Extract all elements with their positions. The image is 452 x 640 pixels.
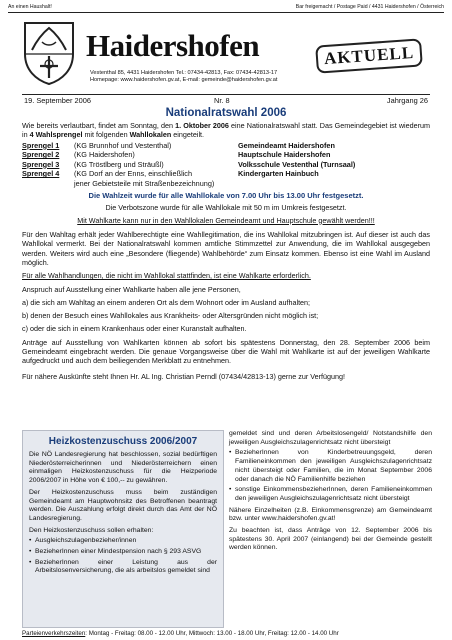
top-left-note: An einen Haushalt! (8, 4, 52, 10)
application-paragraph: Anträge auf Ausstellung von Wahlkarten können ab sofort bis spätestens Donnerstag, den 28. September 2006 beim Gemeindeamt eingebracht werden. Die genaue Vorgangsweise über die Wahl mit Wahlkarte ist auf der jeweiligen Wahlkarte aufgedruckt und auch dem beiliegenden Merkblatt zu entnehmen. (22, 337, 430, 366)
voting-time: Die Wahlzeit wurde für alle Wahllokale von 7.00 Uhr bis 13.00 Uhr festgesetzt. (88, 190, 364, 200)
district-location: Volksschule Vestenthal (Turnsaal) (238, 159, 356, 169)
list-item: • sonstige EinkommensbezieherInnen, deren Familieneinkommen den jeweiligen Ausgleichszulagenrichtsatz nicht übersteigt (229, 486, 432, 502)
election-intro (22, 121, 430, 140)
district-area-continued: jener Gebietsteile mit Straßenbezeichnung) (74, 178, 215, 188)
contact-paragraph: Für nähere Auskünfte steht Ihnen Hr. AL Ing. Christian Perndl (07434/42813-13) gerne zur Verfügung! (22, 371, 345, 381)
card-location-note: Mit Wahlkarte kann nur in den Wahllokalen Gemeindeamt und Hauptschule gewählt werden!!! (77, 215, 375, 225)
district-location: Kindergarten Hainbuch (238, 169, 319, 179)
election-date: 1. Oktober 2006 (175, 121, 229, 130)
contact-line: Homepage: www.haidershofen.gv.at, E-mail: gemeinde@haidershofen.gv.at (90, 77, 278, 83)
election-paragraph-1: Für den Wahltag erhält jeder Wahlberechtigte eine Wahllegitimation, die ins Wahllokal mitzubringen ist. Auf dieser ist auch das Wahllokal vermerkt. Bei der Nationalratswahl kommen amtliche Stimmzettel zur Anwendung, die im Wahllokal ausgegeben werden. Weiters wird auch eine „Besondere (fliegende) Wahlbehörde“ zum Einsatz kommen. Ebenso ist eine Wahl im Ausland möglich. (22, 230, 430, 267)
intro-locations: Wahllokalen (129, 130, 172, 140)
issue-date: 19. September 2006 (24, 96, 91, 105)
intro-text-2: eine Nationalratswahl statt. (228, 121, 318, 130)
heating-title: Heizkostenzuschuss 2006/2007 (48, 436, 198, 447)
intro-text-4: mit folgenden (82, 130, 130, 140)
district-area: (KG Brunnhof und Vestenthal) (74, 140, 172, 150)
district-name: Sprengel 4 (22, 169, 60, 179)
issue-bar (22, 96, 430, 106)
entitlement-b: b) denen der Besuch eines Wahllokales aus Krankheits- oder Altersgründen nicht möglich ist; (22, 311, 319, 321)
election-paragraph-3: Anspruch auf Ausstellung einer Wahlkarte haben alle jene Personen, (22, 284, 241, 294)
district-name: Sprengel 2 (22, 150, 60, 160)
list-item: • BezieherInnen einer Mindestpension nach § 293 ASVG (29, 548, 202, 556)
address-line: Vestenthal 85, 4431 Haidershofen Tel.: 07434-42813, Fax: 07434-42813-17 (90, 70, 278, 76)
district-area: (KG Tröstlberg und Sträußl) (74, 159, 164, 169)
district-table (22, 141, 430, 197)
office-hours-footer (22, 630, 444, 638)
office-hours-label: Parteienverkehrszeiten (22, 630, 86, 637)
list-item: • Ausgleichszulagenbezieher/innen (29, 537, 137, 545)
list-item: • BezieherInnen einer Leistung aus der Arbeitslosenversicherung, die als arbeitslos gemeldet sind (29, 558, 217, 575)
issue-number: Nr. 8 (214, 96, 230, 105)
ban-zone: Die Verbotszone wurde für alle Wahllokale mit 50 m im Umkreis festgesetzt. (105, 203, 347, 213)
office-hours-text: : Montag - Freitag: 08.00 - 12.00 Uhr, Mittwoch: 13.00 - 18.00 Uhr, Freitag: 12.00 - 14.00 Uhr (85, 630, 339, 637)
district-area: (KG Dorf an der Enns, einschließlich (74, 169, 193, 179)
heating-paragraph-3: Den Heizkostenzuschuss sollen erhalten: (29, 526, 154, 534)
aktuell-stamp: AKTUELL (315, 38, 423, 73)
coat-of-arms-logo (22, 20, 76, 86)
district-location: Gemeindeamt Haidershofen (238, 140, 335, 150)
election-paragraph-2: Für alle Wahlhandlungen, die nicht im Wahllokal stattfinden, ist eine Wahlkarte erforderlich. (22, 271, 311, 281)
heating-box (22, 430, 224, 628)
masthead-title: Haidershofen (86, 28, 260, 63)
postage-note: Bar freigemacht / Postage Paid / 4431 Haidershofen / Österreich (295, 4, 444, 10)
heating-paragraph-2: Der Heizkostenzuschuss muss beim zuständigen Gemeindeamt am Hauptwohnsitz des Betroffenen beantragt werden. Die Auszahlung erfolgt direkt durch das Amt der NÖ Landesregierung. (29, 488, 217, 522)
district-area: (KG Haidershofen) (74, 150, 135, 160)
district-name: Sprengel 1 (22, 140, 60, 150)
election-title: Nationalratswahl 2006 (165, 107, 287, 119)
intro-text-3: Das Gemeindegebiet ist wiederum in (22, 121, 430, 140)
entitlement-c: c) oder die sich in einem Krankenhaus oder einer Kuranstalt aufhalten. (22, 324, 247, 334)
heating-paragraph-1: Die NÖ Landesregierung hat beschlossen, sozial bedürftigen Niederösterreicherinnen und Niederösterreichern einen einmaligen Heizkostenzuschuss für die Heizperiode 2006/2007 in Höhe von € 100,-- zu gewähren. (29, 451, 217, 485)
district-count: 4 Wahlsprengel (29, 130, 83, 140)
list-item: • BezieherInnen von Kinderbetreuungsgeld, deren Familieneinkommen den jeweiligen Ausgleichszulagenrichtsatz nicht übersteigt oder Familien, die im Monat September 2006 oder danach die NÖ Familienhilfe beziehen (229, 449, 432, 483)
district-location: Hauptschule Haidershofen (238, 150, 331, 160)
intro-text-5: eingeteilt. (171, 130, 205, 140)
heating-column-right (229, 430, 432, 626)
heating-right-intro: gemeldet sind und deren Arbeitslosengeld/ Notstandshilfe den jeweiligen Ausgleichszulagenrichtsatz nicht übersteigt (229, 430, 432, 446)
heating-details-note: Nähere Einzelheiten (z.B. Einkommensgrenze) am Gemeindeamt bzw. unter www.haidershofen.gv.at! (229, 506, 432, 523)
election-section (22, 106, 430, 381)
district-name: Sprengel 3 (22, 159, 60, 169)
entitlement-a: a) die sich am Wahltag an einem anderen Ort als dem Wohnort oder im Ausland aufhalten; (22, 297, 311, 307)
top-divider (8, 12, 444, 13)
issue-volume: Jahrgang 26 (386, 96, 428, 105)
heating-deadline-note: Zu beachten ist, dass Anträge von 12. September 2006 bis spätestens 30. April 2007 (einlangend) bei der Gemeinde gestellt werden können. (229, 527, 432, 552)
intro-text-1: Wie bereits verlautbart, findet am Sonntag, den (22, 121, 176, 130)
issue-bar-top-rule (22, 94, 430, 95)
